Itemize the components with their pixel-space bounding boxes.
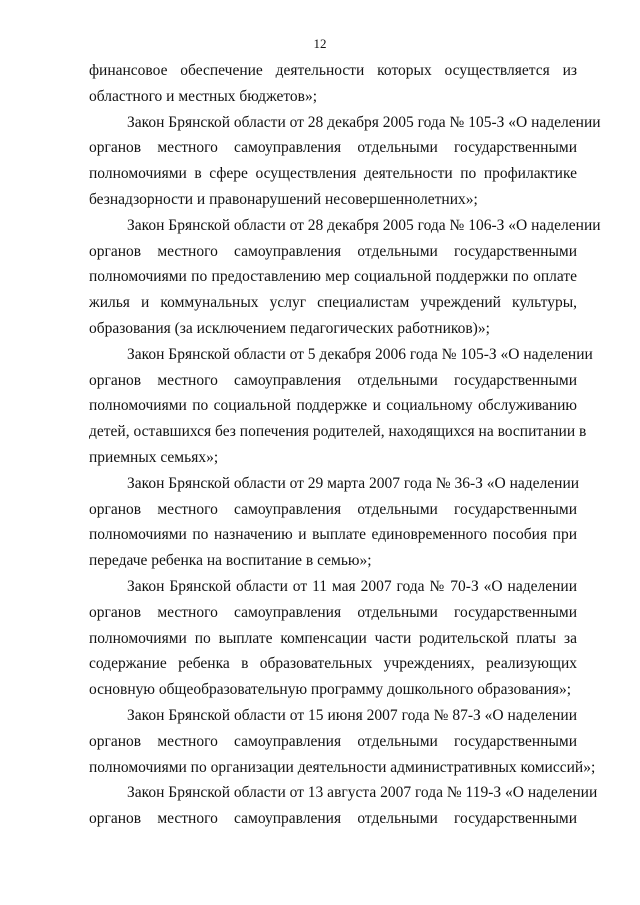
text-line: основную общеобразовательную программу дошкольного образования»; (89, 681, 572, 699)
text-line: органов местного самоуправления отдельными государственными (89, 371, 577, 389)
text-line: органов местного самоуправления отдельными государственными (89, 500, 577, 518)
text-line: органов местного самоуправления отдельными государственными (89, 732, 577, 750)
paragraph (89, 213, 601, 342)
text-line: полномочиями по организации деятельности административных комиссий»; (89, 758, 596, 776)
text-line: органов местного самоуправления отдельными государственными (89, 603, 577, 621)
text-line: образования (за исключением педагогических работников)»; (89, 319, 490, 337)
text-line: органов местного самоуправления отдельными государственными (89, 242, 577, 260)
text-line: полномочиями по социальной поддержке и социальному обслуживанию (89, 397, 577, 415)
text-line: органов местного самоуправления отдельными государственными (89, 810, 577, 828)
text-line: Закон Брянской области от 5 декабря 2006 года № 105-З «О наделении (127, 345, 593, 363)
text-line: областного и местных бюджетов»; (89, 87, 318, 105)
text-line: органов местного самоуправления отдельными государственными (89, 139, 577, 157)
document-body (89, 58, 601, 832)
paragraph (89, 780, 598, 832)
page-number: 12 (313, 36, 327, 51)
text-line: полномочиями по выплате компенсации части родительской платы за (89, 629, 577, 647)
text-line: полномочиями в сфере осуществления деятельности по профилактике (89, 165, 577, 183)
text-line: Закон Брянской области от 28 декабря 2005 года № 105-З «О наделении (127, 113, 601, 131)
text-line: Закон Брянской области от 28 декабря 2005 года № 106-З «О наделении (127, 216, 601, 234)
paragraph (89, 574, 577, 703)
paragraph (89, 471, 580, 574)
text-line: детей, оставшихся без попечения родителей, находящихся на воспитании в (89, 423, 587, 441)
paragraph (89, 110, 601, 213)
text-line: Закон Брянской области от 29 марта 2007 года № 36-З «О наделении (127, 474, 580, 492)
text-line: передаче ребенка на воспитание в семью»; (89, 552, 372, 570)
text-line: жилья и коммунальных услуг специалистам учреждений культуры, (89, 294, 577, 312)
text-line: приемных семьях»; (89, 448, 219, 466)
text-line: безнадзорности и правонарушений несовершеннолетних»; (89, 190, 478, 208)
paragraph (89, 342, 593, 471)
text-line: содержание ребенка в образовательных учреждениях, реализующих (89, 655, 577, 673)
text-line: Закон Брянской области от 13 августа 2007 года № 119-З «О наделении (127, 784, 598, 802)
text-line: полномочиями по предоставлению мер социальной поддержки по оплате (89, 268, 577, 286)
text-line: Закон Брянской области от 15 июня 2007 года № 87-З «О наделении (127, 706, 577, 724)
text-line: Закон Брянской области от 11 мая 2007 года № 70-З «О наделении (127, 577, 577, 595)
paragraph (89, 703, 596, 780)
text-line: финансовое обеспечение деятельности которых осуществляется из (89, 62, 577, 79)
text-line: полномочиями по назначению и выплате единовременного пособия при (89, 526, 577, 544)
paragraph (89, 58, 577, 110)
